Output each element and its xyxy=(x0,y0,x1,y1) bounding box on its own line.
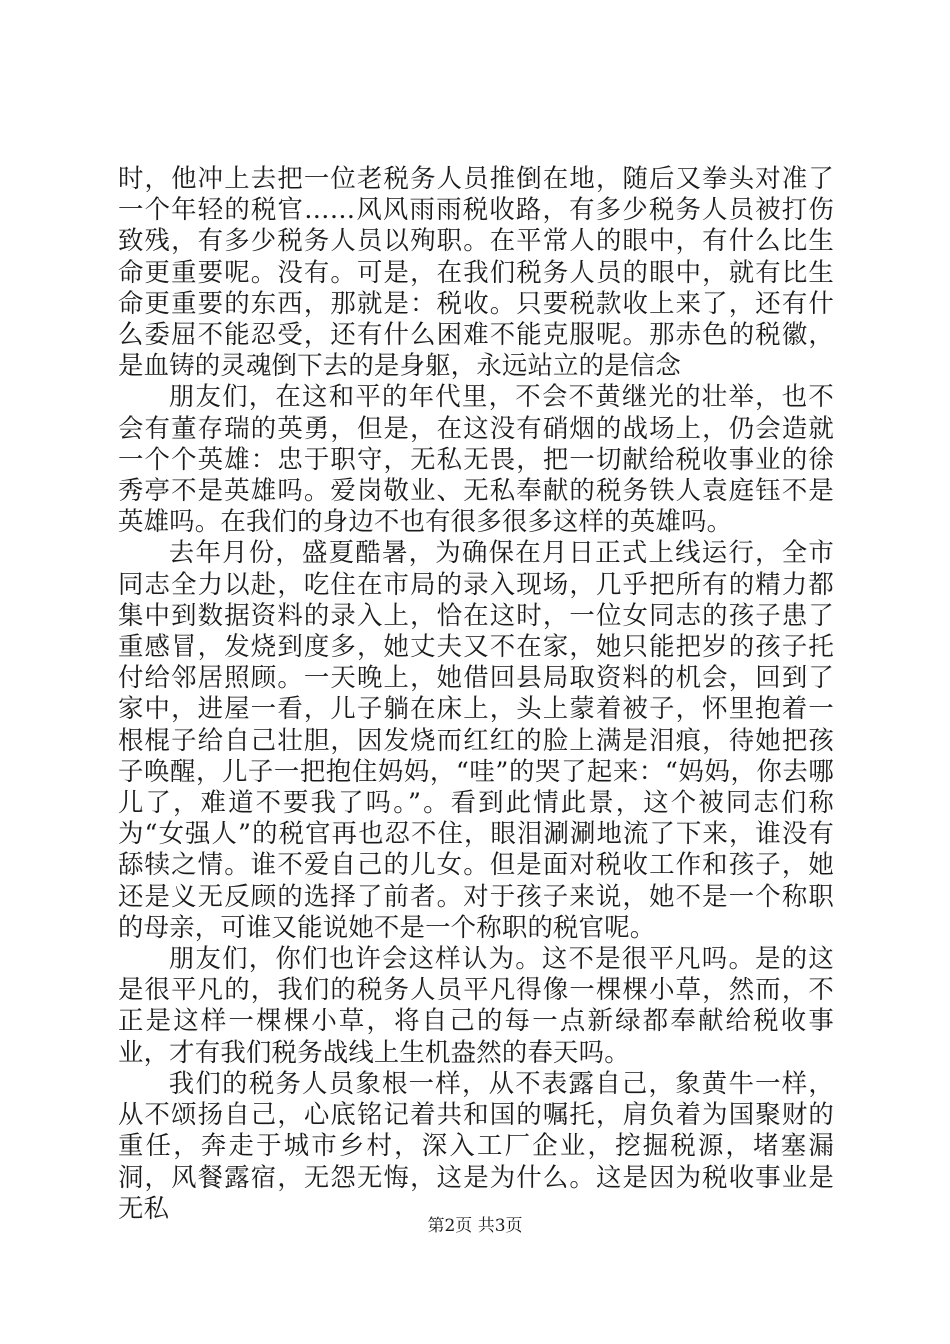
paragraph-4: 朋友们，你们也许会这样认为。这不是很平凡吗。是的这是很平凡的，我们的税务人员平凡得像一棵棵小草，然而，不正是这样一棵棵小草，将自己的每一点新绿都奉献给税收事业，才有我们税务战线上生机盎然的春天吗。 xyxy=(118,943,834,1067)
paragraph-5: 我们的税务人员象根一样，从不表露自己，象黄牛一样，从不颂扬自己，心底铭记着共和国的嘱托，肩负着为国聚财的重任，奔走于城市乡村，深入工厂企业，挖掘税源，堵塞漏洞，风餐露宿，无怨无悔，这是为什么。这是因为税收事业是无私 xyxy=(118,1067,834,1223)
page-footer: 第2页 共3页 xyxy=(427,1216,523,1236)
paragraph-2: 朋友们，在这和平的年代里，不会不黄继光的壮举，也不会有董存瑞的英勇，但是，在这没有硝烟的战场上，仍会造就一个个英雄：忠于职守，无私无畏，把一切献给税收事业的徐秀亭不是英雄吗。爱岗敬业、无私奉献的税务铁人袁庭钰不是英雄吗。在我们的身边不也有很多很多这样的英雄吗。 xyxy=(118,381,834,537)
paragraph-1: 时，他冲上去把一位老税务人员推倒在地，随后又拳头对准了一个年轻的税官……风风雨雨税收路，有多少税务人员被打伤致残，有多少税务人员以殉职。在平常人的眼中，有什么比生命更重要呢。没有。可是，在我们税务人员的眼中，就有比生命更重要的东西，那就是：税收。只要税款收上来了，还有什么委屈不能忍受，还有什么困难不能克服呢。那赤色的税徽，是血铸的灵魂倒下去的是身躯，永远站立的是信念 xyxy=(118,163,834,381)
paragraph-3: 去年月份，盛夏酷暑，为确保在月日正式上线运行，全市同志全力以赴，吃住在市局的录入现场，几乎把所有的精力都集中到数据资料的录入上，恰在这时，一位女同志的孩子患了重感冒，发烧到度多，她丈夫又不在家，她只能把岁的孩子托付给邻居照顾。一天晚上，她借回县局取资料的机会，回到了家中，进屋一看，儿子躺在床上，头上蒙着被子，怀里抱着一根棍子给自己壮胆，因发烧而红红的脸上满是泪痕，待她把孩子唤醒，儿子一把抱住妈妈，“哇”的哭了起来：“妈妈，你去哪儿了，难道不要我了吗。”。看到此情此景，这个被同志们称为“女强人”的税官再也忍不住，眼泪涮涮地流了下来，谁没有舔犊之情。谁不爱自己的儿女。但是面对税收工作和孩子，她还是义无反顾的选择了前者。对于孩子来说，她不是一个称职的母亲，可谁又能说她不是一个称职的税官呢。 xyxy=(118,537,834,942)
document-body xyxy=(118,163,834,1224)
